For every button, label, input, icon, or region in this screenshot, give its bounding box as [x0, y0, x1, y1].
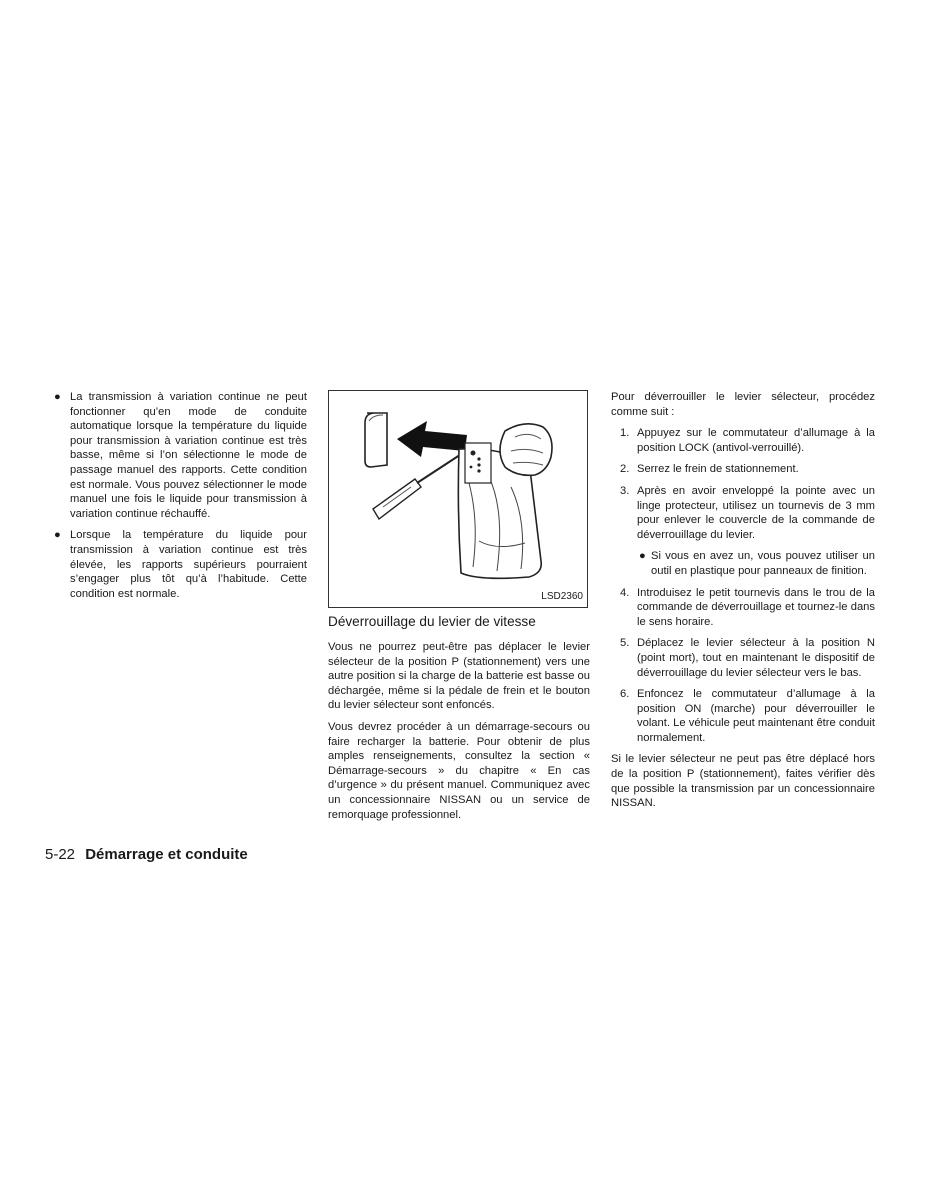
page-number: 5-22 [45, 846, 76, 863]
bullet-text: Lorsque la température du liquide pour transmission à variation continue est très élevée, les rapports supérieurs pourraient s’engager plus tôt qu’à l’habitude. Cette condition est normale. [70, 529, 307, 600]
chapter-title: Démarrage et conduite [85, 846, 248, 863]
step-item [611, 636, 875, 680]
step-number: 1. [620, 427, 630, 440]
step-text: Après en avoir enveloppé la pointe avec un linge protecteur, utilisez un tournevis de 3 mm pour enlever le couvercle de la commande de déverrouillage du levier. [637, 484, 875, 541]
step-number: 6. [620, 688, 630, 701]
paragraph: Vous ne pourrez peut-être pas déplacer le levier sélecteur de la position P (stationnement) vers une autre position si la charge de la batterie est basse ou déchargée, même si la pédale de frein et le bouton du levier sélecteur sont enfoncés. [328, 641, 590, 712]
outro-paragraph: Si le levier sélecteur ne peut pas être déplacé hors de la position P (stationnement), faites vérifier dès que possible la transmission par un concessionnaire NISSAN. [611, 753, 875, 810]
right-column [611, 390, 875, 818]
shift-lever-drawing [329, 391, 589, 609]
step-item [611, 462, 875, 477]
figure-label: LSD2360 [541, 591, 583, 603]
step-item [611, 426, 875, 455]
page-footer [45, 846, 248, 863]
bullet-item [52, 528, 307, 601]
intro-paragraph: Pour déverrouiller le levier sélecteur, procédez comme suit : [611, 391, 875, 418]
step-number: 2. [620, 463, 630, 476]
bullet-text: La transmission à variation continue ne peut fonctionner qu’en mode de conduite automatique lorsque la température du liquide pour transmission à variation continue est très basse, même si l’on sélectionne le mode de passage manuel des rapports. Cette condition est normale. Vous pouvez sélectionner le mode manuel une fois le liquide pour transmission à variation continue réchauffé. [70, 391, 307, 520]
step-item [611, 586, 875, 630]
shift-lever-illustration [328, 390, 588, 608]
step-text: Enfoncez le commutateur d’allumage à la position ON (marche) pour déverrouiller le volant. Le véhicule peut maintenant être conduit normalement. [637, 688, 875, 744]
left-column [52, 390, 307, 608]
step-number: 4. [620, 586, 630, 599]
step-text: Appuyez sur le commutateur d’allumage à la position LOCK (antivol-verrouillé). [637, 427, 875, 454]
step-item [611, 687, 875, 745]
sub-bullet-item [611, 549, 875, 578]
paragraph: Vous devrez procéder à un démarrage-secours ou faire recharger la batterie. Pour obtenir de plus amples renseignements, consultez la section « Démarrage-secours » du chapitre « En cas d’urgence » du présent manuel. Communiquez avec un concessionnaire NISSAN ou un service de remorquage professionnel. [328, 720, 590, 821]
bullet-icon: ● [54, 391, 61, 403]
bullet-icon: ● [54, 529, 61, 542]
bullet-item [52, 390, 307, 521]
section-heading: Déverrouillage du levier de vitesse [328, 614, 536, 629]
step-number: 3. [620, 484, 630, 497]
step-number: 5. [620, 637, 630, 650]
step-text: Introduisez le petit tournevis dans le trou de la commande de déverrouillage et tournez-le dans le sens horaire. [637, 586, 875, 628]
step-text: Serrez le frein de stationnement. [637, 463, 799, 476]
step-item [611, 484, 875, 542]
bullet-icon: ● [639, 550, 646, 563]
middle-column [328, 390, 590, 829]
sub-bullet-text: Si vous en avez un, vous pouvez utiliser un outil en plastique pour panneaux de finition. [651, 550, 875, 577]
step-text: Déplacez le levier sélecteur à la position N (point mort), tout en maintenant le dispositif de déverrouillage du levier sélecteur vers le bas. [637, 637, 875, 679]
